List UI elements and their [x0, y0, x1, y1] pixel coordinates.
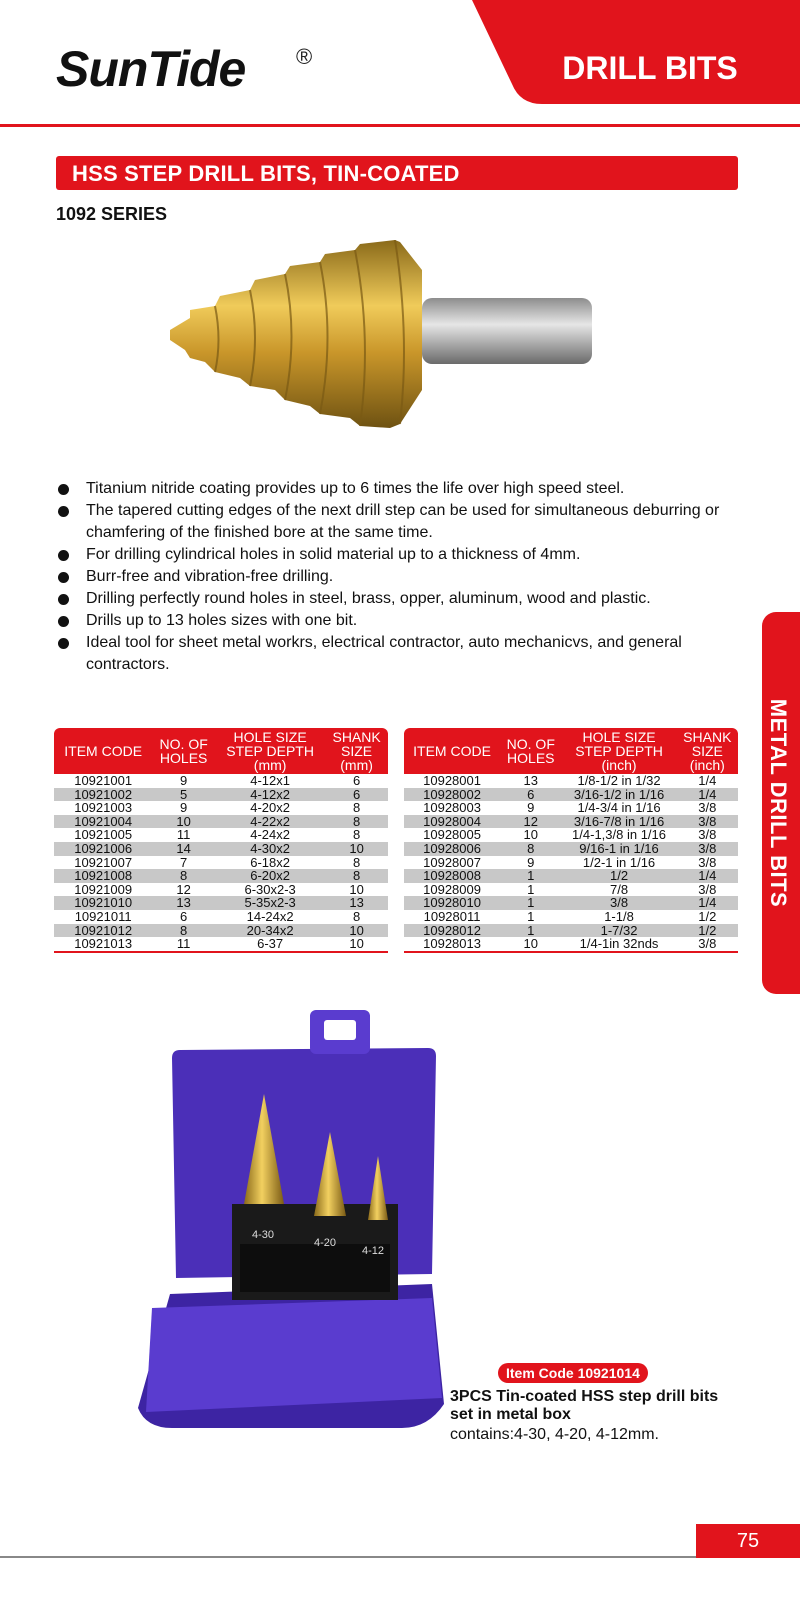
table-cell: 3/8	[698, 854, 717, 870]
table-cell: 9	[527, 800, 535, 816]
header-divider	[0, 124, 800, 127]
table-cell: 1/4-3/4 in 1/16	[577, 800, 661, 816]
table-row	[54, 883, 388, 897]
table-cell: 6-20x2	[215, 869, 325, 883]
table-cell: 10	[500, 937, 561, 952]
bit-label-4-12: 4-12	[362, 1245, 385, 1257]
table-cell: 1/4	[677, 869, 738, 883]
table-cell: 10921001	[74, 773, 133, 788]
footer-divider	[0, 1556, 800, 1558]
table-cell: 12	[176, 881, 191, 897]
table-cell: 10921004	[54, 815, 152, 829]
table-cell: 3/8	[677, 937, 738, 952]
table-cell: 10921005	[74, 827, 133, 843]
table-cell: 1/2-1 in 1/16	[582, 854, 656, 870]
table-cell: 10928003	[423, 800, 481, 816]
table-row	[404, 883, 738, 897]
table-cell: 11	[176, 827, 191, 843]
table-cell: 10928005	[423, 827, 481, 843]
table-cell: 6-18x2	[250, 854, 290, 870]
table-cell: 6	[325, 788, 388, 802]
table-cell: 10921010	[54, 896, 152, 910]
table-row	[54, 774, 388, 788]
side-tab-label: METAL DRILL BITS	[766, 698, 791, 908]
col-item-code: ITEM CODE	[404, 728, 500, 774]
table-cell: 10921009	[74, 881, 133, 897]
table-cell: 10921003	[74, 800, 133, 816]
table-cell: 7/8	[609, 881, 629, 897]
table-cell: 10	[523, 827, 539, 843]
table-cell: 10928011	[423, 908, 481, 924]
feature-item: The tapered cutting edges of the next drill step can be used for simultaneous deburring or chamfering of the finished bore at the same time.	[56, 500, 736, 544]
table-cell: 10928012	[404, 924, 500, 938]
table-cell: 11	[152, 937, 215, 952]
table-row	[54, 869, 388, 883]
table-cell: 10	[325, 937, 388, 952]
table-cell: 8	[352, 854, 361, 870]
table-row	[404, 828, 738, 842]
table-cell: 1	[500, 869, 561, 883]
feature-item: Burr-free and vibration-free drilling.	[56, 566, 736, 588]
table-row	[404, 774, 738, 788]
table-cell: 12	[500, 815, 561, 829]
page-number: 75	[736, 1530, 760, 1552]
table-row	[54, 910, 388, 924]
table-cell: 6-30x2-3	[244, 881, 296, 897]
table-cell: 10928002	[404, 788, 500, 802]
table-row	[404, 924, 738, 938]
table-cell: 13	[523, 773, 539, 788]
table-row	[404, 801, 738, 815]
table-cell: 3/8	[677, 815, 738, 829]
logo-wordmark: SunTide	[56, 41, 246, 97]
bit-label-4-30: 4-30	[252, 1229, 275, 1241]
table-cell: 8	[352, 908, 361, 924]
table-cell: 3/16-7/8 in 1/16	[561, 815, 676, 829]
registered-mark: ®	[296, 44, 313, 69]
table-cell: 4-30x2	[215, 842, 325, 856]
suntide-logo	[56, 40, 336, 120]
table-cell: 3/16-1/2 in 1/16	[561, 788, 676, 802]
step-drill-image	[160, 240, 620, 450]
table-row	[404, 788, 738, 802]
table-cell: 5	[152, 788, 215, 802]
table-cell: 9	[180, 773, 188, 788]
table-cell: 6	[500, 788, 561, 802]
table-cell: 8	[500, 842, 561, 856]
set-contents: contains:4-30, 4-20, 4-12mm.	[450, 1426, 659, 1443]
feature-item: Ideal tool for sheet metal workrs, electrical contractor, auto mechanicvs, and general contractors.	[56, 632, 736, 676]
feature-item: Titanium nitride coating provides up to 6 times the life over high speed steel.	[56, 478, 736, 500]
table-cell: 20-34x2	[215, 924, 325, 938]
section-title: HSS STEP DRILL BITS, TIN-COATED	[72, 161, 460, 186]
table-cell: 10921011	[74, 908, 132, 924]
table-cell: 4-24x2	[250, 827, 290, 843]
table-row	[54, 788, 388, 802]
table-cell: 8	[152, 924, 215, 938]
table-cell: 1	[527, 908, 535, 924]
table-cell: 13	[152, 896, 215, 910]
table-cell: 10928006	[404, 842, 500, 856]
table-cell: 4-20x2	[250, 800, 290, 816]
col-hole-size: HOLE SIZE STEP DEPTH (inch)	[561, 728, 676, 774]
table-cell: 1/2	[677, 924, 738, 938]
table-cell: 10921007	[74, 854, 133, 870]
table-cell: 10928009	[423, 881, 481, 897]
item-code-badge: Item Code 10921014	[498, 1363, 648, 1383]
table-cell: 14	[152, 842, 215, 856]
table-cell: 4-22x2	[215, 815, 325, 829]
table-header-row	[404, 728, 738, 774]
table-cell: 1	[527, 881, 535, 897]
table-row	[54, 856, 388, 870]
table-row	[54, 937, 388, 952]
table-cell: 4-12x2	[215, 788, 325, 802]
table-cell: 10	[349, 881, 364, 897]
table-cell: 3/8	[561, 896, 676, 910]
table-cell: 14-24x2	[246, 908, 294, 924]
feature-list	[56, 478, 736, 676]
table-cell: 10928004	[404, 815, 500, 829]
spec-table-mm	[54, 728, 388, 953]
table-header-row	[54, 728, 388, 774]
table-cell: 10928008	[404, 869, 500, 883]
table-cell: 8	[325, 869, 388, 883]
table-cell: 10928010	[404, 896, 500, 910]
table-cell: 5-35x2-3	[215, 896, 325, 910]
table-cell: 3/8	[677, 842, 738, 856]
feature-item: Drilling perfectly round holes in steel, brass, opper, aluminum, wood and plastic.	[56, 588, 736, 610]
col-item-code: ITEM CODE	[54, 728, 152, 774]
banner-title: DRILL BITS	[562, 50, 738, 86]
table-cell: 1-1/8	[604, 908, 634, 924]
table-cell: 10	[152, 815, 215, 829]
table-row	[404, 856, 738, 870]
table-cell: 6	[352, 773, 361, 788]
table-cell: 8	[325, 815, 388, 829]
table-cell: 10928013	[404, 937, 500, 952]
table-row	[404, 910, 738, 924]
table-cell: 6-37	[215, 937, 325, 952]
table-row	[54, 801, 388, 815]
col-hole-size: HOLE SIZE STEP DEPTH (mm)	[215, 728, 325, 774]
spec-table-inch	[404, 728, 738, 953]
table-row	[54, 842, 388, 856]
table-cell: 10	[325, 842, 388, 856]
table-cell: 6	[180, 908, 188, 924]
feature-item: For drilling cylindrical holes in solid material up to a thickness of 4mm.	[56, 544, 736, 566]
col-no-of-holes: NO. OF HOLES	[500, 728, 561, 774]
table-cell: 9	[180, 800, 188, 816]
table-cell: 8	[352, 800, 361, 816]
table-cell: 4-12x1	[250, 773, 290, 788]
table-row	[404, 896, 738, 910]
table-cell: 1	[500, 896, 561, 910]
col-shank-size: SHANK SIZE (mm)	[325, 728, 388, 774]
series-label: 1092 SERIES	[56, 204, 168, 224]
table-cell: 1/2	[698, 908, 717, 924]
table-row	[404, 842, 738, 856]
table-cell: 1/4-1,3/8 in 1/16	[572, 827, 667, 843]
table-cell: 7	[180, 854, 188, 870]
table-cell: 10928007	[423, 854, 481, 870]
table-cell: 10921013	[54, 937, 152, 952]
table-row	[54, 828, 388, 842]
table-cell: 13	[325, 896, 388, 910]
table-cell: 1/2	[561, 869, 676, 883]
table-cell: 3/8	[698, 800, 717, 816]
table-cell: 1/4-1in 32nds	[561, 937, 676, 952]
table-cell: 1/8-1/2 in 1/32	[577, 773, 661, 788]
table-cell: 10921012	[54, 924, 152, 938]
table-cell: 3/8	[698, 881, 717, 897]
table-cell: 1	[500, 924, 561, 938]
table-cell: 8	[352, 827, 361, 843]
set-title: 3PCS Tin-coated HSS step drill bits set in metal box	[450, 1388, 719, 1423]
table-cell: 1-7/32	[561, 924, 676, 938]
table-cell: 10921002	[54, 788, 152, 802]
drill-set-box-image	[132, 1008, 448, 1430]
table-cell: 9	[527, 854, 535, 870]
col-shank-size: SHANK SIZE (inch)	[677, 728, 738, 774]
table-cell: 8	[152, 869, 215, 883]
table-cell: 1/4	[677, 788, 738, 802]
table-row	[404, 815, 738, 829]
table-row	[54, 815, 388, 829]
table-cell: 1/4	[677, 896, 738, 910]
table-cell: 3/8	[698, 827, 717, 843]
table-cell: 1/4	[698, 773, 717, 788]
table-cell: 10	[325, 924, 388, 938]
table-row	[404, 869, 738, 883]
col-no-of-holes: NO. OF HOLES	[152, 728, 215, 774]
table-cell: 10928001	[423, 773, 481, 788]
bit-label-4-20: 4-20	[314, 1237, 337, 1249]
table-row	[404, 937, 738, 952]
table-cell: 9/16-1 in 1/16	[561, 842, 676, 856]
table-row	[54, 924, 388, 938]
feature-item: Drills up to 13 holes sizes with one bit.	[56, 610, 736, 632]
table-row	[54, 896, 388, 910]
table-cell: 10921008	[54, 869, 152, 883]
table-cell: 10921006	[54, 842, 152, 856]
